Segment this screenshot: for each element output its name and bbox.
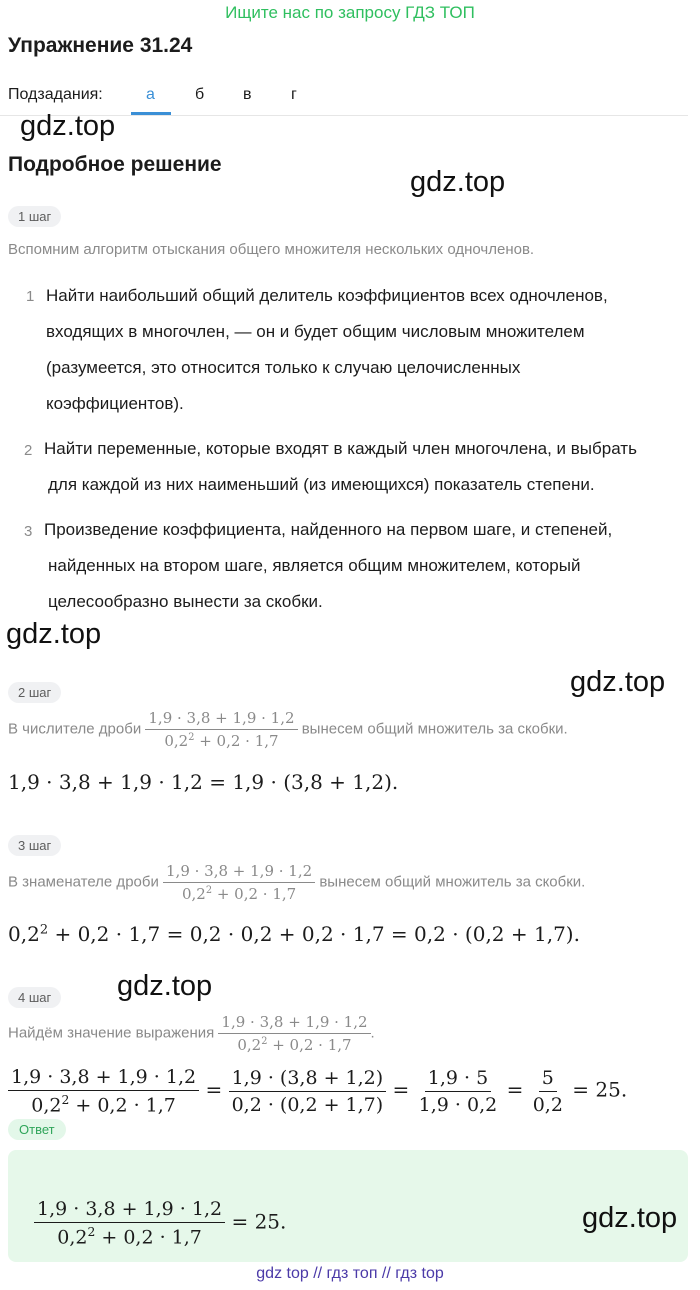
exercise-title: Упражнение 31.24 [8,34,193,57]
fraction [416,1067,501,1116]
fraction-denominator: $0,2^2 + 0,2 \cdot 1,7$ [237,1036,352,1054]
subtask-tab-g[interactable]: г [291,86,297,103]
fraction [218,1013,370,1054]
footer-links[interactable]: gdz top // гдз топ // гдз top [256,1265,444,1282]
list-item-number: 2 [24,442,33,459]
fraction-numerator: 1,9 · 3,8 + 1,9 · 1,2 [163,862,315,883]
step-text: . [370,1024,375,1042]
step-description [8,1013,375,1054]
list-item-line: Найти переменные, которые входят в каждый член многочлена, и выбрать [44,439,637,458]
list-item [44,431,637,503]
list-item-line: входящих в многочлен, — он и будет общим числовым множителем [46,322,585,341]
step-text: Найдём значение выражения [8,1024,215,1042]
list-item-line: для каждой из них наименьший (из имеющихся) показатель степени. [48,475,595,494]
subtasks-label: Подзадания: [8,86,103,103]
search-banner: Ищите нас по запросу ГДЗ ТОП [225,3,475,22]
list-item-line: Произведение коэффициента, найденного на первом шаге, и степеней, [44,520,613,539]
watermark: gdz.top [570,666,666,698]
fraction [163,862,315,903]
step-text: В числителе дроби [8,720,142,738]
answer-equation [34,1198,286,1248]
fraction-denominator: 0,2 · (0,2 + 1,7) [231,1093,384,1116]
answer-badge: Ответ [8,1119,66,1140]
step-text: вынесем общий множитель за скобки. [319,873,586,891]
fraction-denominator: $0,2^2 + 0,2 \cdot 1,7$ [57,1225,202,1249]
step-badge: 4 шаг [8,987,61,1008]
step-intro: Вспомним алгоритм отыскания общего множителя нескольких одночленов. [8,241,535,258]
watermark: gdz.top [20,110,116,142]
subtask-tab-a[interactable]: а [146,86,155,103]
equation: $0,2^2 + 0,2 \cdot 1,7 = 0,2 \cdot 0,2 + 0,2 \cdot 1,7 = 0,2 \cdot (0,2 + 1,7)$. [8,922,580,946]
fraction [34,1198,225,1248]
fraction-numerator: 1,9 · 3,8 + 1,9 · 1,2 [218,1013,370,1034]
fraction-denominator: $0,2^2 + 0,2 \cdot 1,7$ [164,732,279,750]
fraction-numerator: 1,9 · (3,8 + 1,2) [229,1067,387,1092]
step-badge: 2 шаг [8,682,61,703]
result: = 25. [231,1209,287,1234]
step-badge: 3 шаг [8,835,61,856]
list-item-number: 3 [24,523,33,540]
step-description [8,862,585,903]
watermark: gdz.top [410,166,506,198]
step-badge: 1 шаг [8,206,61,227]
watermark: gdz.top [582,1202,678,1234]
list-item [44,512,612,620]
fraction-numerator: 1,9 · 3,8 + 1,9 · 1,2 [8,1066,199,1091]
equation: $\frac{1,9 \cdot 3,8 + 1,9 \cdot 1,2}{0,2^2 + 0,2 \cdot 1,7}$ = $\frac{1,9 \cdot (3,8 + 1,2)}{0,2 \cdot (0,2 + 1,7)}$ = $\frac{1,9 \cdot 5}{1,9 \cdot 0,2}$ = $\frac{5}{0,2}$ = 25. [8,1066,627,1116]
fraction-numerator: 1,9 · 5 [425,1067,491,1092]
step-description [8,709,568,750]
watermark: gdz.top [117,970,213,1002]
list-item-line: целесообразно вынести за скобки. [48,592,323,611]
fraction [530,1067,566,1116]
watermark: gdz.top [6,618,102,650]
list-item-line: найденных на втором шаге, является общим множителем, который [48,556,581,575]
fraction-numerator: 1,9 · 3,8 + 1,9 · 1,2 [34,1198,225,1223]
fraction-denominator: $0,2^2 + 0,2 \cdot 1,7$ [31,1093,176,1117]
equation: 1,9 · 3,8 + 1,9 · 1,2 = 1,9 · (3,8 + 1,2). [8,770,399,794]
fraction [229,1067,387,1116]
fraction-denominator: 1,9 · 0,2 [418,1093,498,1116]
list-item-line: (разумеется, это относится только к случаю целочисленных [46,358,521,377]
list-item-line: коэффициентов). [46,394,184,413]
fraction-denominator: $0,2^2 + 0,2 \cdot 1,7$ [181,885,297,903]
list-item [46,278,608,422]
step-text: В знаменателе дроби [8,873,159,891]
subtask-tab-v[interactable]: в [243,86,252,103]
fraction-denominator: 0,2 [532,1093,563,1116]
fraction [145,709,297,750]
fraction [8,1066,199,1116]
fraction-numerator: 5 [539,1067,557,1092]
fraction-numerator: 1,9 · 3,8 + 1,9 · 1,2 [145,709,297,730]
result: = 25. [572,1077,628,1102]
list-item-line: Найти наибольший общий делитель коэффициентов всех одночленов, [46,286,608,305]
subtask-tab-b[interactable]: б [195,86,205,103]
list-item-number: 1 [26,288,35,305]
step-text: вынесем общий множитель за скобки. [301,720,568,738]
solution-heading: Подробное решение [8,153,222,176]
